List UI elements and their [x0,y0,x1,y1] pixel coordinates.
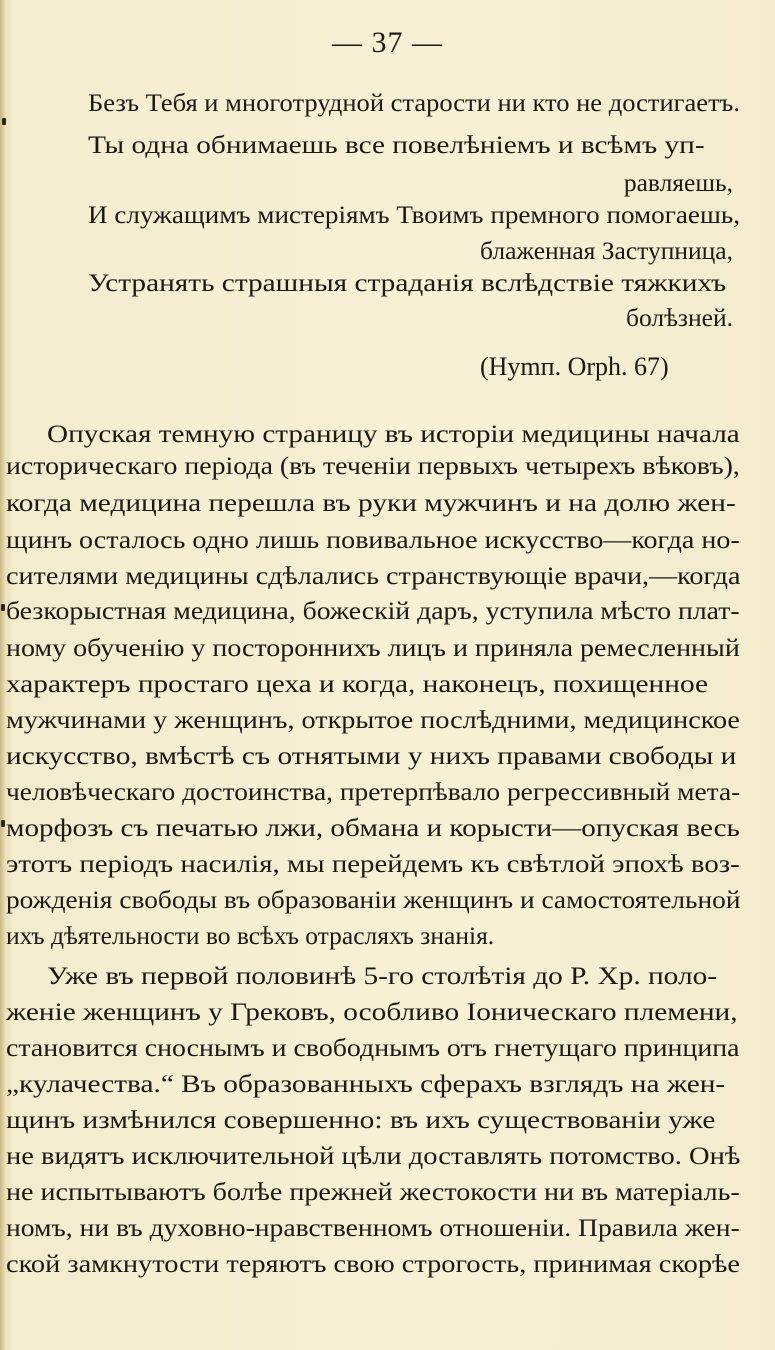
paragraph-line: искусство, вмѣстѣ съ отнятыми у нихъ правами свободы и [6,741,737,770]
paragraph-line: ской замкнутости теряютъ свою строгость, принимая скорѣе [6,1249,741,1278]
paragraph-line: когда медицина перешла въ руки мужчинъ и на долю жен- [6,488,736,517]
paragraph-line: этотъ періодъ насилія, мы перейдемъ къ свѣтлой эпохѣ воз- [6,849,740,878]
page-number: — 37 — [332,26,443,59]
citation: (Нymп. Orph. 67) [480,352,669,381]
paragraph-line: щинъ осталось одно лишь повивальное искусство—когда но- [6,525,740,554]
paragraph-line: безкорыстная медицина, божескій даръ, уступила мѣсто плат- [6,596,740,625]
paragraph-line: рожденія свободы въ образованіи женщинъ и самостоятельной [6,885,741,914]
paragraph-line: ному обученію у постороннихъ лицъ и приняла ремесленный [6,633,740,662]
paragraph-line: номъ, ни въ духовно-нравственномъ отношеніи. Правила жен- [6,1213,740,1242]
paragraph-line: Уже въ первой половинѣ 5-го столѣтія до Р. Хр. поло- [47,961,718,990]
paragraph-line: характеръ простаго цеха и когда, наконецъ, похищенное [6,669,708,698]
paragraph-line: мужчинами у женщинъ, открытое послѣдними, медицинское [6,705,740,734]
paragraph-line: Опуская темную страницу въ исторіи медицины начала [47,419,740,448]
verse-line: равляешь, [623,168,733,197]
verse-line: блаженная Заступница, [480,236,733,265]
margin-mark [1,604,5,611]
verse-line: болѣзней. [625,303,733,332]
verse-line: Безъ Тебя и многотрудной старости ни кто не достигаетъ. [88,88,741,117]
paragraph-line: сителями медицины сдѣлались странствующіе врачи,—когда [6,561,741,590]
paragraph-line: ихъ дѣятельности во всѣхъ отрасляхъ знанія. [6,921,495,950]
verse-line: Устранять страшныя страданія вслѣдствіе тяжкихъ [88,268,727,297]
paragraph-line: женіе женщинъ у Грековъ, особливо Іоническаго племени, [6,997,738,1026]
verse-line: И служащимъ мистеріямъ Твоимъ премного помогаешь, [88,200,740,229]
margin-mark [2,118,6,125]
paragraph-line: щинъ измѣнился совершенно: въ ихъ существованіи уже [6,1105,716,1134]
paragraph-line: историческаго періода (въ теченіи первыхъ четырехъ вѣковъ), [6,451,740,480]
paragraph-line: человѣческаго достоинства, претерпѣвало регрессивный мета- [6,777,741,806]
paragraph-line: не испытываютъ болѣе прежней жестокости ни въ матеріаль- [6,1177,740,1206]
paragraph-line: становится сноснымъ и свободнымъ отъ гнетущаго принципа [6,1033,740,1062]
paragraph-line: „кулачества.“ Въ образованныхъ сферахъ взглядъ на жен- [6,1069,726,1098]
margin-mark [1,820,5,827]
paragraph-line: не видятъ исключительной цѣли доставлять потомство. Онѣ [6,1141,741,1170]
verse-line: Ты одна обнимаешь все повелѣніемъ и всѣмъ уп- [88,130,705,159]
paragraph-line: морфозъ съ печатью лжи, обмана и корысти—опуская весь [6,813,740,842]
